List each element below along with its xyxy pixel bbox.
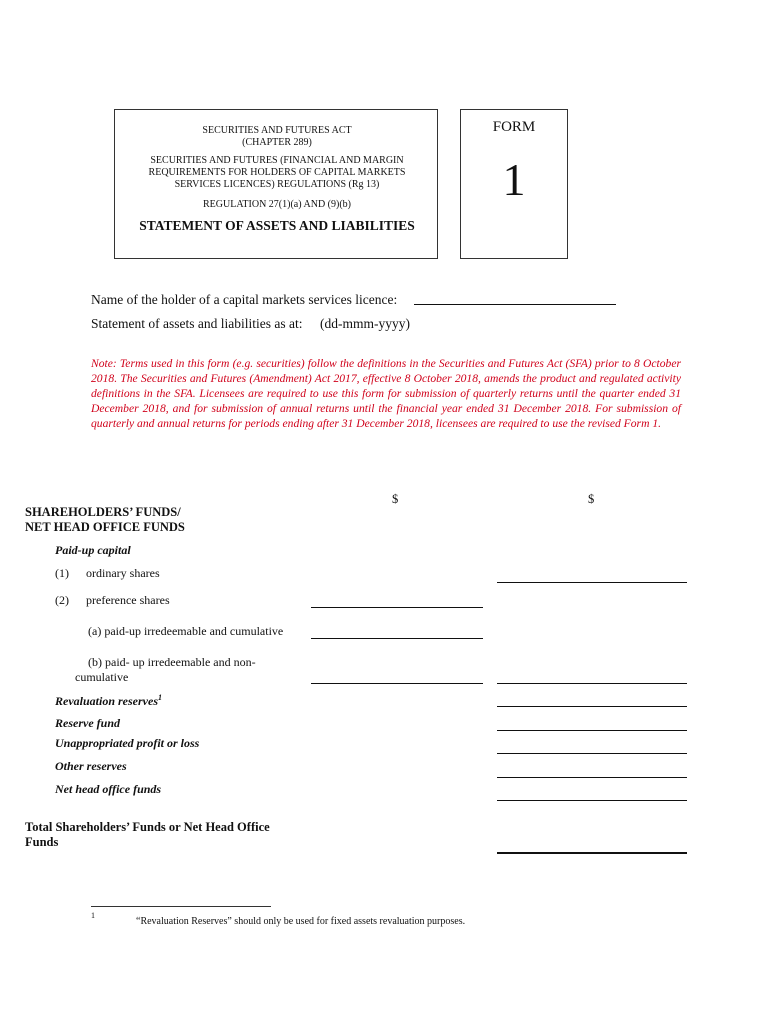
- regulations-line-3: SERVICES LICENCES) REGULATIONS (Rg 13): [174, 179, 380, 190]
- column-2-currency: $: [588, 492, 595, 506]
- footnote-mark: 1: [91, 911, 95, 920]
- item-2a-label: (a) paid-up irredeemable and cumulative: [88, 624, 284, 638]
- item-2b-label-line-2: cumulative: [75, 670, 129, 684]
- other-reserves-field[interactable]: [497, 777, 687, 778]
- reserve-fund-label: Reserve fund: [55, 716, 120, 730]
- unappropriated-profit-label: Unappropriated profit or loss: [55, 736, 200, 750]
- preference-shares-field[interactable]: [311, 607, 483, 608]
- regulation-ref: REGULATION 27(1)(a) AND (9)(b): [202, 199, 352, 210]
- irredeemable-non-cumulative-field[interactable]: [311, 683, 483, 684]
- item-1-label: ordinary shares: [86, 566, 160, 580]
- item-1-number: (1): [55, 566, 69, 580]
- paid-up-capital-label: Paid-up capital: [55, 543, 131, 557]
- footnote-text: “Revaluation Reserves” should only be used for fixed assets revaluation purposes.: [136, 916, 466, 927]
- total-label-line-1: Total Shareholders’ Funds or Net Head Office: [25, 820, 270, 834]
- act-title: SECURITIES AND FUTURES ACT: [202, 125, 352, 136]
- chapter: (CHAPTER 289): [242, 137, 312, 148]
- footnote-divider: [91, 906, 271, 907]
- note-text: Note: Terms used in this form (e.g. securities) follow the definitions in the Securities and Futures Act (SFA) prior to 8 October 2018. The Securities and Futures (Amendment) Act 2017, effective 8 October 2018, amends the product and regulated activity definitions in the SFA. Licensees are required to use this form for submission of quarterly returns until the quarter ended 31 December 2018, and for submission of annual returns until the financial year ended 31 December 2018. For submission of quarterly and annual returns for periods ending after 31 December 2018, licensees are required to use the revised Form 1.: [91, 357, 681, 430]
- net-head-office-funds-field[interactable]: [497, 800, 687, 801]
- unappropriated-profit-field[interactable]: [497, 753, 687, 754]
- section-heading-line-1: SHAREHOLDERS’ FUNDS/: [25, 505, 181, 519]
- item-2b-label-line-1: (b) paid- up irredeemable and non-: [88, 655, 256, 669]
- header-box: [114, 109, 438, 259]
- statement-date-label: Statement of assets and liabilities as at:: [91, 316, 303, 331]
- total-funds-field[interactable]: [497, 852, 687, 854]
- holder-name-label: Name of the holder of a capital markets services licence:: [91, 292, 398, 307]
- other-reserves-label: Other reserves: [55, 759, 127, 773]
- holder-name-field[interactable]: [414, 304, 616, 305]
- revaluation-reserves-field[interactable]: [497, 706, 687, 707]
- form-number: 1: [502, 154, 526, 205]
- form-number-box: [460, 109, 568, 259]
- regulations-line-1: SECURITIES AND FUTURES (FINANCIAL AND MARGIN: [150, 155, 404, 166]
- revaluation-footnote-mark: 1: [158, 693, 162, 702]
- reserve-fund-field[interactable]: [497, 730, 687, 731]
- net-head-office-funds-label: Net head office funds: [55, 782, 162, 796]
- column-1-currency: $: [392, 492, 399, 506]
- item-2-label: preference shares: [86, 593, 170, 607]
- form-label: FORM: [492, 119, 536, 135]
- page-title: STATEMENT OF ASSETS AND LIABILITIES: [139, 218, 415, 233]
- statement-date-field[interactable]: (dd-mmm-yyyy): [320, 316, 410, 331]
- paid-up-capital-total-field[interactable]: [497, 683, 687, 684]
- revaluation-reserves-label: Revaluation reserves$^1$: [55, 693, 162, 708]
- total-label-line-2: Funds: [25, 835, 59, 849]
- irredeemable-cumulative-field[interactable]: [311, 638, 483, 639]
- section-heading-line-2: NET HEAD OFFICE FUNDS: [25, 520, 185, 534]
- item-2-number: (2): [55, 593, 69, 607]
- ordinary-shares-field[interactable]: [497, 582, 687, 583]
- regulations-line-2: REQUIREMENTS FOR HOLDERS OF CAPITAL MARKETS: [148, 167, 406, 178]
